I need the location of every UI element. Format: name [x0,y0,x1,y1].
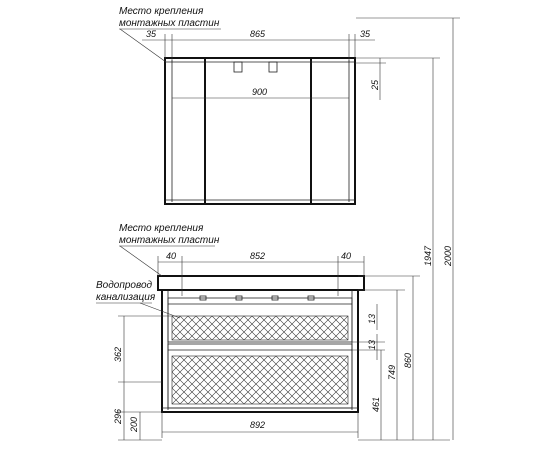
mount-callout-top [119,6,221,62]
right-dimensions [352,276,450,440]
lower-drawer-hatch [172,356,348,404]
mirror-mount-plate-left [234,62,242,72]
vanity-width-dimension [162,412,358,438]
mirror-mount-plate-right [269,62,277,72]
vanity-countertop [158,276,364,290]
mount-bottom-label-1: Место крепления [119,223,204,234]
mount-bottom-label-2: монтажных пластин [119,235,220,246]
dim-mirror-left-offset: 35 [146,29,157,39]
dim-cabinet-width: 892 [250,420,266,430]
dim-total-height: 2000 [443,245,453,266]
dim-pipe-zone-height: 362 [113,346,123,362]
mirror-cabinet-body [165,58,355,204]
left-dimensions [113,316,172,440]
dim-mirror-plate-span: 865 [250,29,266,39]
mount-top-label-1: Место крепления [119,6,204,17]
plumbing-label-1: Водопровод [96,280,153,291]
dim-drawer-gap-2: 13 [367,339,377,350]
mount-callout-bottom [119,223,220,276]
dim-cabinet-right-offset: 40 [341,251,352,261]
vanity-cabinet [158,276,364,412]
mirror-cabinet [165,58,355,204]
dim-cabinet-left-offset: 40 [166,251,177,261]
dim-lower-drawer-top: 461 [371,396,381,412]
dim-mirror-top-offset: 25 [370,79,380,90]
plumbing-callout [96,280,180,318]
mount-top-leader [120,29,166,62]
dim-mirror-width: 900 [252,87,268,97]
mount-bottom-leader [120,246,162,276]
plumbing-label-2: канализация [96,292,156,303]
dim-cabinet-plate-span: 852 [250,251,266,261]
dim-floor-to-pipe: 296 [113,408,123,424]
upper-drawer-hatch [172,316,348,340]
dim-mirror-mount-height: 1947 [423,245,433,266]
mount-top-label-2: монтажных пластин [119,18,220,29]
dim-drawer-gap-1: 13 [367,313,377,324]
dim-floor-to-cabinet: 200 [129,416,139,432]
dim-mirror-right-offset: 35 [360,29,371,39]
dim-cabinet-top: 749 [387,364,397,380]
dim-cabinet-mount: 860 [403,352,413,368]
